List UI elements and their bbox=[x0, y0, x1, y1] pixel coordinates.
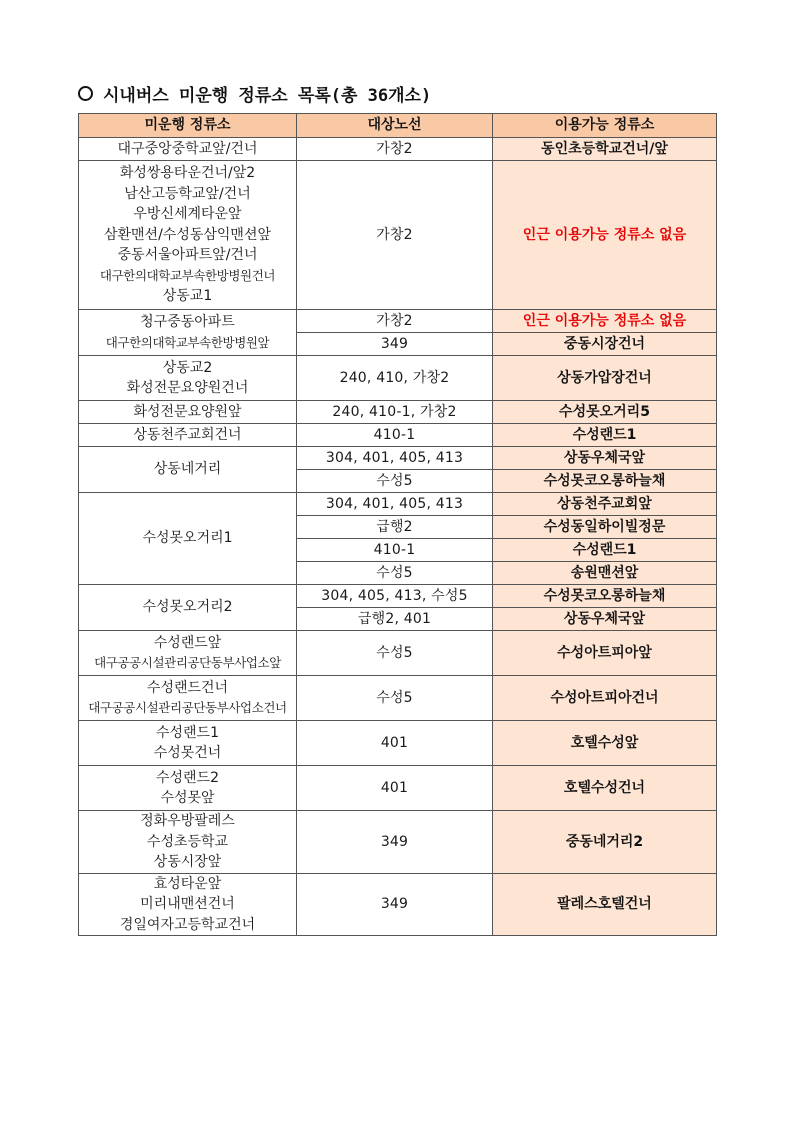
route-cell: 가창2 bbox=[297, 310, 493, 333]
stop-cell: 청구중동아파트 대구한의대학교부속한방병원앞 bbox=[79, 310, 297, 356]
alt-stop-cell: 수성랜드1 bbox=[493, 539, 717, 562]
alt-stop-cell: 수성못코오롱하늘채 bbox=[493, 585, 717, 608]
stop-cell: 수성못오거리2 bbox=[79, 585, 297, 631]
route-cell: 401 bbox=[297, 766, 493, 811]
route-cell: 304, 405, 413, 수성5 bbox=[297, 585, 493, 608]
alt-stop-cell: 수성아트피아앞 bbox=[493, 631, 717, 676]
route-cell: 수성5 bbox=[297, 470, 493, 493]
alt-stop-cell: 인근 이용가능 정류소 없음 bbox=[493, 310, 717, 333]
table-row bbox=[79, 356, 717, 401]
alt-stop-cell: 수성아트피아건너 bbox=[493, 676, 717, 721]
stop-cell: 대구중앙중학교앞/건너 bbox=[79, 138, 297, 161]
alt-stop-cell: 동인초등학교건너/앞 bbox=[493, 138, 717, 161]
alt-stop-cell: 수성랜드1 bbox=[493, 424, 717, 447]
table-row bbox=[79, 401, 717, 424]
alt-stop-cell: 인근 이용가능 정류소 없음 bbox=[493, 161, 717, 310]
table-row bbox=[79, 585, 717, 608]
page-heading bbox=[78, 80, 431, 106]
stop-cell: 효성타운앞 미리내맨션건너 경일여자고등학교건너 bbox=[79, 873, 297, 936]
route-cell: 수성5 bbox=[297, 631, 493, 676]
route-cell: 401 bbox=[297, 721, 493, 766]
header-route: 대상노선 bbox=[297, 114, 493, 138]
stop-cell: 정화우방팔레스 수성초등학교 상동시장앞 bbox=[79, 811, 297, 874]
stop-cell: 수성랜드1 수성못건너 bbox=[79, 721, 297, 766]
alt-stop-cell: 중동시장건너 bbox=[493, 333, 717, 356]
route-cell: 304, 401, 405, 413 bbox=[297, 447, 493, 470]
table-row bbox=[79, 447, 717, 470]
heading-title: 시내버스 미운행 정류소 목록(총 36개소) bbox=[103, 85, 432, 106]
alt-stop-cell: 팔레스호텔건너 bbox=[493, 873, 717, 936]
route-cell: 가창2 bbox=[297, 161, 493, 310]
table-row bbox=[79, 721, 717, 766]
stop-cell: 화성전문요양원앞 bbox=[79, 401, 297, 424]
alt-stop-cell: 송원맨션앞 bbox=[493, 562, 717, 585]
alt-stop-cell: 호텔수성앞 bbox=[493, 721, 717, 766]
alt-stop-cell: 수성동일하이빌정문 bbox=[493, 516, 717, 539]
alt-stop-cell: 중동네거리2 bbox=[493, 811, 717, 874]
alt-stop-cell: 수성못코오롱하늘채 bbox=[493, 470, 717, 493]
table-row bbox=[79, 493, 717, 516]
route-cell: 수성5 bbox=[297, 676, 493, 721]
route-cell: 410-1 bbox=[297, 539, 493, 562]
table-row bbox=[79, 676, 717, 721]
alt-stop-cell: 상동우체국앞 bbox=[493, 447, 717, 470]
stop-cell: 수성랜드건너 대구공공시설관리공단동부사업소건너 bbox=[79, 676, 297, 721]
header-stop: 미운행 정류소 bbox=[79, 114, 297, 138]
table-row bbox=[79, 161, 717, 310]
route-cell: 240, 410, 가창2 bbox=[297, 356, 493, 401]
alt-stop-cell: 수성못오거리5 bbox=[493, 401, 717, 424]
table-row bbox=[79, 138, 717, 161]
table-row bbox=[79, 873, 717, 936]
stop-cell: 수성못오거리1 bbox=[79, 493, 297, 585]
table-row bbox=[79, 310, 717, 333]
route-cell: 240, 410-1, 가창2 bbox=[297, 401, 493, 424]
table-header-row bbox=[79, 114, 717, 138]
stop-cell: 수성랜드앞 대구공공시설관리공단동부사업소앞 bbox=[79, 631, 297, 676]
table-row bbox=[79, 424, 717, 447]
table-row bbox=[79, 811, 717, 874]
circle-icon bbox=[78, 86, 93, 101]
stop-cell: 상동천주교회건너 bbox=[79, 424, 297, 447]
alt-stop-cell: 상동천주교회앞 bbox=[493, 493, 717, 516]
stop-cell: 화성쌍용타운건너/앞2 남산고등학교앞/건너 우방신세계타운앞 삼환맨션/수성동삼익맨션앞 중동서울아파트앞/건너 대구한의대학교부속한방병원건너 상동교1 bbox=[79, 161, 297, 310]
alt-stop-cell: 상동가압장건너 bbox=[493, 356, 717, 401]
stop-cell: 상동교2 화성전문요양원건너 bbox=[79, 356, 297, 401]
header-alt: 이용가능 정류소 bbox=[493, 114, 717, 138]
route-cell: 수성5 bbox=[297, 562, 493, 585]
route-cell: 가창2 bbox=[297, 138, 493, 161]
stop-cell: 상동네거리 bbox=[79, 447, 297, 493]
route-cell: 304, 401, 405, 413 bbox=[297, 493, 493, 516]
route-cell: 급행2, 401 bbox=[297, 608, 493, 631]
route-cell: 349 bbox=[297, 811, 493, 874]
alt-stop-cell: 호텔수성건너 bbox=[493, 766, 717, 811]
stop-cell: 수성랜드2 수성못앞 bbox=[79, 766, 297, 811]
bus-stop-table bbox=[78, 113, 717, 936]
alt-stop-cell: 상동우체국앞 bbox=[493, 608, 717, 631]
route-cell: 349 bbox=[297, 873, 493, 936]
route-cell: 410-1 bbox=[297, 424, 493, 447]
route-cell: 급행2 bbox=[297, 516, 493, 539]
route-cell: 349 bbox=[297, 333, 493, 356]
table-row bbox=[79, 631, 717, 676]
table-row bbox=[79, 766, 717, 811]
